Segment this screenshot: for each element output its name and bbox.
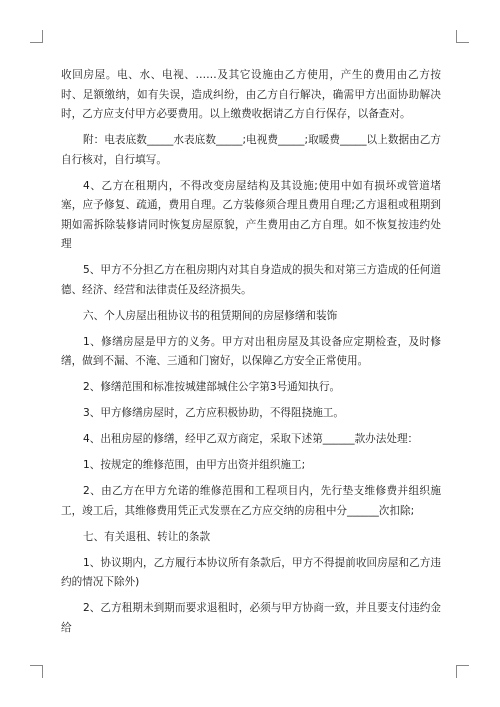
paragraph: 附：电表底数_____水表底数_____;电视费_____;取暖费_____以上数据由乙方自行核对，自行填写。	[61, 134, 441, 166]
crop-mark-top-right	[456, 30, 469, 43]
paragraph: 2、乙方租期未到期而要求退租时，必须与甲方协商一致，并且要支付违约金给	[61, 602, 441, 634]
paragraph: 1、协议期内，乙方履行本协议所有条款后，甲方不得提前收回房屋和乙方违约的情况下除外)	[61, 556, 441, 588]
document-body	[61, 66, 441, 645]
crop-mark-bottom-right	[456, 665, 469, 678]
crop-mark-top-left	[30, 30, 43, 43]
paragraph: 4、乙方在租期内，不得改变房屋结构及其设施;使用中如有损坏或管道堵塞，应予修复、疏通，费用自理。乙方装修须合理且费用自理;乙方退租或租期到期如需拆除装修请同时恢复房屋原貌，产生费用由乙方自理。如不恢复按违约处理	[61, 179, 441, 250]
paragraph: 2、修缮范围和标准按城建部城住公字第3号通知执行。	[83, 381, 341, 393]
paragraph: 六、个人房屋出租协议书的租赁期间的房屋修缮和装饰	[83, 309, 338, 322]
paragraph: 收回房屋。电、水、电视、……及其它设施由乙方使用，产生的费用由乙方按时、足额缴纳，如有失误，造成纠纷，由乙方自行解决，确需甲方出面协助解决时，乙方应支付甲方必要费用。以上缴费收据请乙方自行保存，以备查对。	[61, 69, 441, 120]
crop-mark-bottom-left	[30, 665, 43, 678]
paragraph: 七、有关退租、转让的条款	[83, 530, 211, 543]
paragraph: 1、修缮房屋是甲方的义务。甲方对出租房屋及其设备应定期检查，及时修缮，做到不漏、不淹、三通和门窗好，以保障乙方安全正常使用。	[61, 335, 441, 367]
paragraph: 2、由乙方在甲方允诺的维修范围和工程项目内，先行垫支维修费并组织施工，竣工后，其维修费用凭正式发票在乙方应交纳的房租中分______次扣除;	[61, 485, 441, 517]
paragraph: 3、甲方修缮房屋时，乙方应积极协助，不得阻挠施工。	[83, 407, 344, 419]
paragraph: 4、出租房屋的修缮，经甲乙双方商定，采取下述第______款办法处理：	[83, 433, 419, 445]
paragraph: 1、按规定的维修范围，由甲方出资并组织施工;	[83, 459, 306, 471]
paragraph: 5、甲方不分担乙方在租房期内对其自身造成的损失和对第三方造成的任何道德、经济、经营和法律责任及经济损失。	[61, 264, 441, 296]
